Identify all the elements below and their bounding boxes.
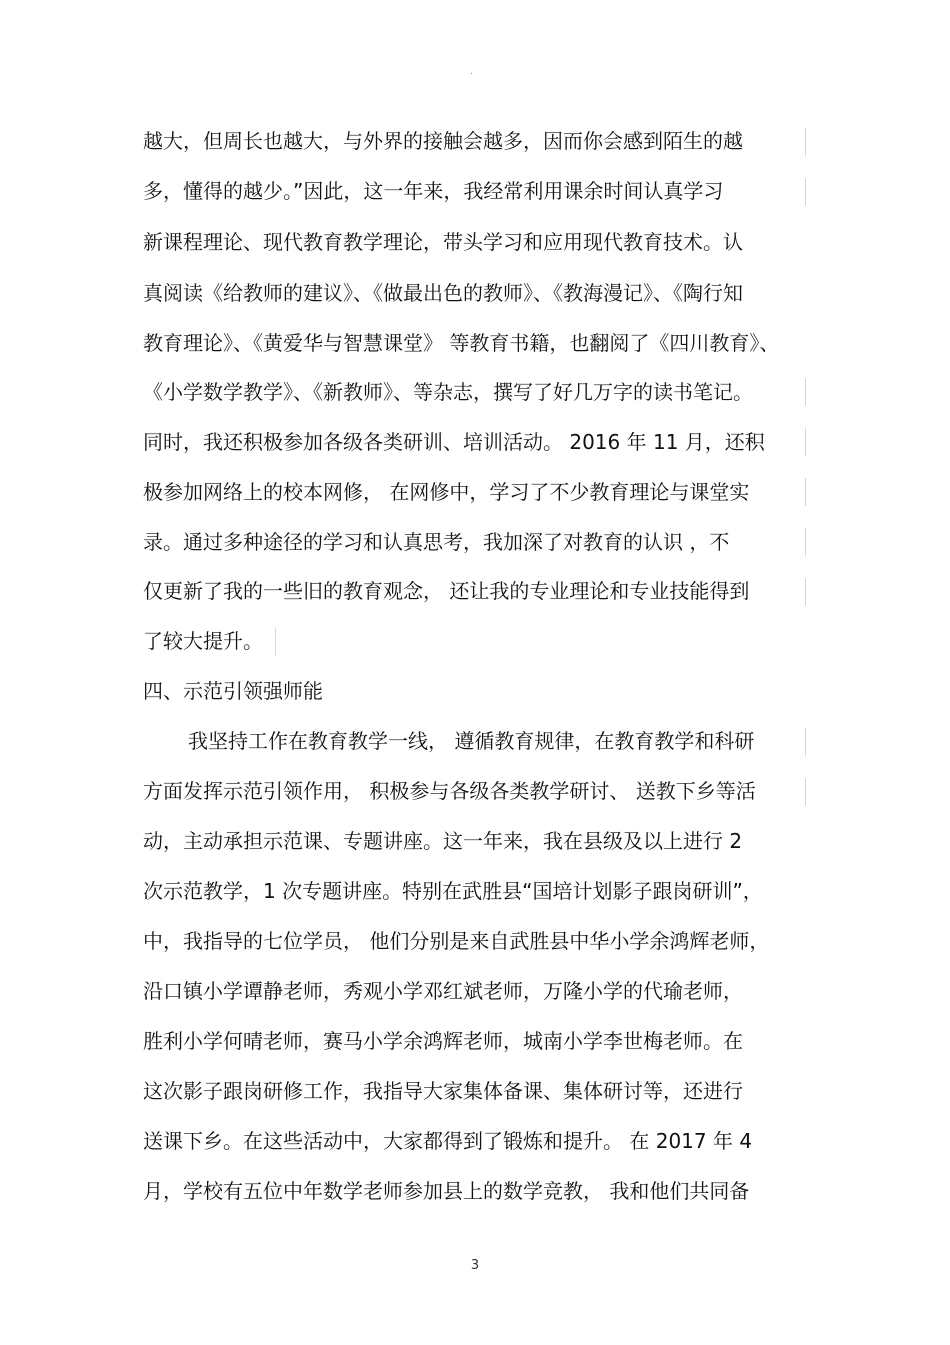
header-mark: . xyxy=(470,66,474,77)
text-line: 动，主动承担示范课、专题讲座。这一年来，我在县级及以上进行 2 xyxy=(143,829,743,853)
text-line: 同时，我还积极参加各级各类研训、培训活动。 2016 年 11 月，还积 xyxy=(143,430,765,454)
text-line: 教育理论》、《黄爱华与智慧课堂》 等教育书籍，也翻阅了《四川教育》、 xyxy=(143,331,780,355)
text-line: 中，我指导的七位学员， 他们分别是来自武胜县中华小学余鸿辉老师， xyxy=(143,929,770,953)
text-line: 极参加网络上的校本网修， 在网修中，学习了不少教育理论与课堂实 xyxy=(143,480,750,504)
scan-mark xyxy=(805,178,806,206)
scan-mark xyxy=(805,428,806,456)
text-line: 《小学数学教学》、《新教师》、等杂志，撰写了好几万字的读书笔记。 xyxy=(143,380,753,404)
text-line: 我坚持工作在教育教学一线， 遵循教育规律，在教育教学和科研 xyxy=(188,729,755,753)
scan-mark xyxy=(805,528,806,556)
scan-mark xyxy=(805,478,806,506)
text-line: 录。通过多种途径的学习和认真思考，我加深了对教育的认识 ，不 xyxy=(143,530,730,554)
section-heading: 四、示范引领强师能 xyxy=(143,679,323,703)
text-line: 月，学校有五位中年数学老师参加县上的数学竞教， 我和他们共同备 xyxy=(143,1179,750,1203)
text-line: 送课下乡。在这些活动中，大家都得到了锻炼和提升。 在 2017 年 4 xyxy=(143,1129,753,1153)
text-line: 真阅读《给教师的建议》、《做最出色的教师》、《教海漫记》、《陶行知 xyxy=(143,281,743,305)
text-line: 方面发挥示范引领作用， 积极参与各级各类教学研讨、 送教下乡等活 xyxy=(143,779,756,803)
text-line: 仅更新了我的一些旧的教育观念， 还让我的专业理论和专业技能得到 xyxy=(143,579,750,603)
scan-mark xyxy=(805,128,806,156)
text-line: 多，懂得的越少。”因此，这一年来，我经常利用课余时间认真学习 xyxy=(143,179,724,203)
text-line: 了较大提升。 xyxy=(143,629,263,653)
text-line: 越大，但周长也越大，与外界的接触会越多，因而你会感到陌生的越 xyxy=(143,129,743,153)
text-line: 次示范教学，1 次专题讲座。特别在武胜县“国培计划影子跟岗研训”， xyxy=(143,879,763,903)
scan-mark xyxy=(805,578,806,606)
scan-mark xyxy=(805,728,806,756)
text-line: 胜利小学何晴老师，赛马小学余鸿辉老师，城南小学李世梅老师。在 xyxy=(143,1029,743,1053)
text-line: 这次影子跟岗研修工作，我指导大家集体备课、集体研讨等，还进行 xyxy=(143,1079,743,1103)
scan-mark xyxy=(805,378,806,406)
text-line: 沿口镇小学谭静老师，秀观小学邓红斌老师，万隆小学的代瑜老师， xyxy=(143,979,743,1003)
scan-mark xyxy=(275,628,276,656)
scan-mark xyxy=(805,778,806,806)
text-line: 新课程理论、现代教育教学理论，带头学习和应用现代教育技术。认 xyxy=(143,230,743,254)
page-number: 3 xyxy=(470,1258,480,1273)
